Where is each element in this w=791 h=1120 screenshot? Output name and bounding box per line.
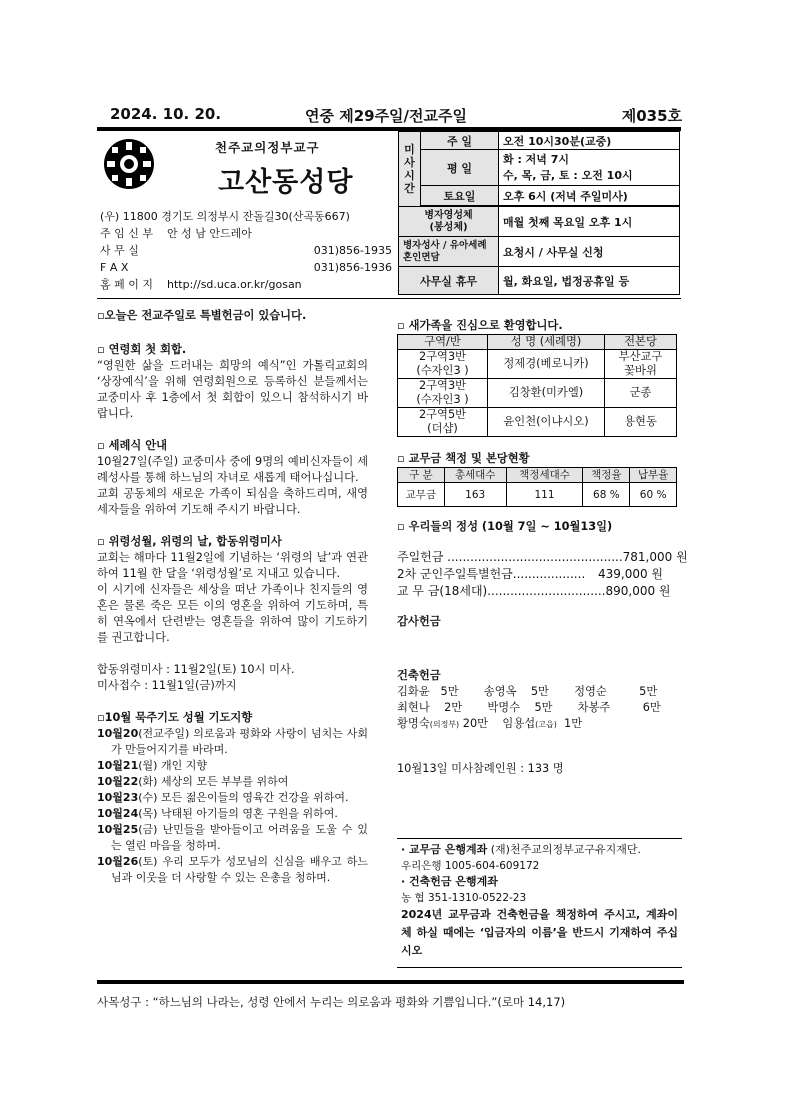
- fax-label: F A X: [100, 261, 129, 274]
- office-closed-days: 월, 화요일, 법정공휴일 등: [499, 267, 680, 295]
- attendance: 10월13일 미사참례인원 : 133 명: [397, 762, 564, 775]
- saturday-label: 토요일: [421, 186, 499, 206]
- weekday-time-1: 화 : 저녁 7시: [503, 152, 570, 166]
- offering-list: [397, 549, 688, 600]
- memorial-mass: 합동위령미사 : 11월2일(토) 10시 미사.: [97, 663, 295, 676]
- fam-head-area: 구역/반: [398, 335, 488, 350]
- weekday-label: 평 일: [421, 150, 499, 186]
- account-note: 2024년 교무금과 건축헌금을 책정하여 주시고, 계좌이체 하실 때에는 ‘입금자의 이름’을 반드시 기재하여 주십시오: [401, 908, 678, 957]
- sacrament-info: 요청시 / 사무실 신청: [499, 237, 680, 267]
- list-item: 10월21(월) 개인 지향: [97, 759, 207, 772]
- fam-head-parish: 전본당: [605, 335, 677, 350]
- building-fund-line-2: 최현나 2만 박명수 5만 차봉주 6만: [397, 701, 661, 714]
- right-column: [397, 318, 688, 777]
- dues-title: ▫ 교무금 책정 및 본당현황: [397, 452, 530, 465]
- issue-date: 2024. 10. 20.: [110, 105, 222, 123]
- left-column: [97, 308, 368, 886]
- building-fund-title: 건축헌금: [397, 669, 441, 682]
- baptism-title: ▫ 세례식 안내: [97, 439, 168, 452]
- sacrament-label: 병자성사 / 유아세례 혼인면담: [399, 237, 499, 267]
- new-family-table: [397, 334, 677, 437]
- table-row: 2구역3반 (수자인3 ) 정제경(베로니카) 부산교구 꽃바위: [398, 350, 677, 379]
- church-logo-icon: [103, 138, 155, 190]
- table-row: 2구역3반 (수자인3 ) 김창환(미카엘) 군종: [398, 379, 677, 408]
- list-item: 10월20(전교주일) 의로움과 평화와 사랑이 넘치는 사회가 만들어지기를 바라며.: [97, 727, 368, 756]
- issue-number: 제035호: [621, 107, 682, 125]
- office-closed-label: 사무실 휴무: [399, 267, 499, 295]
- mass-time-label: 미 사 시 간: [399, 132, 421, 207]
- list-item: 2차 군인주일특별헌금................... 439,000 원: [397, 567, 663, 581]
- liturgical-title: 연중 제29주일/전교주일: [305, 107, 467, 125]
- web-link[interactable]: http://sd.uca.or.kr/gosan: [167, 278, 302, 291]
- priest-label: 주 임 신 부: [100, 227, 153, 240]
- dues-account-org: (재)천주교의정부교구유지재단.: [487, 843, 641, 856]
- fax-number: 031)856-1936: [313, 261, 392, 274]
- fam-head-name: 성 명 (세례명): [488, 335, 605, 350]
- sunday-time: 오전 10시30분(교중): [499, 132, 680, 150]
- all-souls-body-1: 교회는 해마다 11월2일에 기념하는 ‘위령의 날’과 연관하여 11월 한 달을 ‘위령성월’로 지내고 있습니다.: [97, 551, 368, 580]
- table-row: 교무금 163 111 68 % 60 %: [398, 483, 677, 507]
- rosary-title: ▫10월 묵주기도 성월 기도지향: [97, 711, 253, 724]
- church-info: [100, 208, 392, 293]
- building-fund-line-3: 황명숙(의정부) 20만 임용섭(고읍) 1만: [397, 717, 583, 730]
- list-item: 주일헌금 .............................................. 781,000 원: [397, 550, 688, 564]
- sick-communion-time: 매월 첫째 목요일 오후 1시: [499, 207, 680, 237]
- mass-schedule-table: [398, 131, 680, 295]
- thanks-offering-title: 감사헌금: [397, 615, 441, 628]
- building-account-title: · 건축헌금 은행계좌: [401, 875, 498, 888]
- offering-title: ▫ 우리들의 정성 (10월 7일 ~ 10월13일): [397, 520, 613, 533]
- list-item: 10월26(토) 우리 모두가 성모님의 신심을 배우고 하느님과 이웃을 더 사랑할 수 있는 은총을 청하며.: [97, 855, 368, 884]
- list-item: 교 무 금(18세대)............................... 890,000 원: [397, 584, 671, 598]
- office-phone: 031)856-1935: [313, 244, 392, 257]
- new-family-title: ▫ 새가족을 진심으로 환영합니다.: [397, 319, 563, 332]
- dues-account-title: · 교무금 은행계좌: [401, 843, 488, 856]
- pastoral-verse: 사목성구 : “하느님의 나라는, 성령 안에서 누리는 의로움과 평화와 기쁨입니다.”(로마 14,17): [97, 995, 566, 1009]
- middle-rule: [97, 298, 681, 299]
- list-item: 10월22(화) 세상의 모든 부부를 위하여: [97, 775, 289, 788]
- address: (우) 11800 경기도 의정부시 잔돌길30(산곡동667): [100, 210, 350, 223]
- mission-sunday-notice: ▫오늘은 전교주일로 특별헌금이 있습니다.: [97, 309, 307, 322]
- dues-table: 구 분 총세대수 책정세대수 책정율 납부율 교무금 163 111 68 % 60 %: [397, 467, 677, 507]
- bank-account-box: [397, 838, 682, 968]
- all-souls-body-2: 이 시기에 신자들은 세상을 떠난 가족이나 친지들의 영혼은 물론 죽은 모든 이의 영혼을 위하여 기도하며, 특히 연옥에서 단련받는 영혼들을 위하여 많이 기도하기를 권고합니다.: [97, 583, 368, 644]
- list-item: 10월24(목) 낙태된 아기들의 영혼 구원을 위하여.: [97, 807, 338, 820]
- diocese-name: 천주교의정부교구: [215, 140, 320, 155]
- list-item: 10월23(수) 모든 젊은이들의 영육간 건강을 위하여.: [97, 791, 349, 804]
- saturday-time: 오후 6시 (저녁 주일미사): [499, 186, 680, 206]
- bottom-rule: [97, 980, 684, 984]
- all-souls-title: ▫ 위령성월, 위령의 날, 합동위령미사: [97, 535, 282, 548]
- table-row: 2구역5반 (더샵) 윤인천(이냐시오) 용현동: [398, 408, 677, 437]
- web-label: 홈 페 이 지: [100, 278, 153, 291]
- baptism-body-2: 교회 공동체의 새로운 가족이 되심을 축하드리며, 새영세자들을 위하여 기도해 주시기 바랍니다.: [97, 487, 368, 516]
- church-name: 고산동성당: [218, 167, 354, 198]
- baptism-body-1: 10월27일(주일) 교중미사 중에 9명의 예비신자들이 세례성사를 통해 하느님의 자녀로 새롭게 태어나십니다.: [97, 455, 368, 484]
- prayer-intentions: [97, 726, 368, 886]
- office-label: 사 무 실: [100, 244, 139, 257]
- weekday-time-2: 수, 목, 금, 토 : 오전 10시: [503, 168, 633, 182]
- sick-communion-label: 병자영성체 (봉성체): [399, 207, 499, 237]
- funeral-society-title: ▫ 연령회 첫 회합.: [97, 343, 187, 356]
- building-account-number: 농 협 351-1310-0522-23: [401, 892, 527, 904]
- list-item: 10월25(금) 난민들을 받아들이고 어려움을 도울 수 있는 열린 마음을 청하며.: [97, 823, 368, 852]
- funeral-society-body: “영원한 삶을 드러내는 희망의 예식”인 가톨릭교회의 ‘상장예식’을 위해 연령회원으로 등록하신 분들께서는 교중미사 후 1층에서 첫 회합이 있으니 참석하시기 바랍니다.: [97, 359, 368, 420]
- priest-name: 안 성 남 안드레아: [167, 227, 252, 240]
- dues-account-number: 우리은행 1005-604-609172: [401, 860, 540, 872]
- building-fund-line-1: 김화윤 5만 송영옥 5만 정영순 5만: [397, 685, 658, 698]
- mass-registration: 미사접수 : 11월1일(금)까지: [97, 679, 237, 692]
- sunday-label: 주 일: [421, 132, 499, 150]
- bulletin-header: [100, 105, 682, 127]
